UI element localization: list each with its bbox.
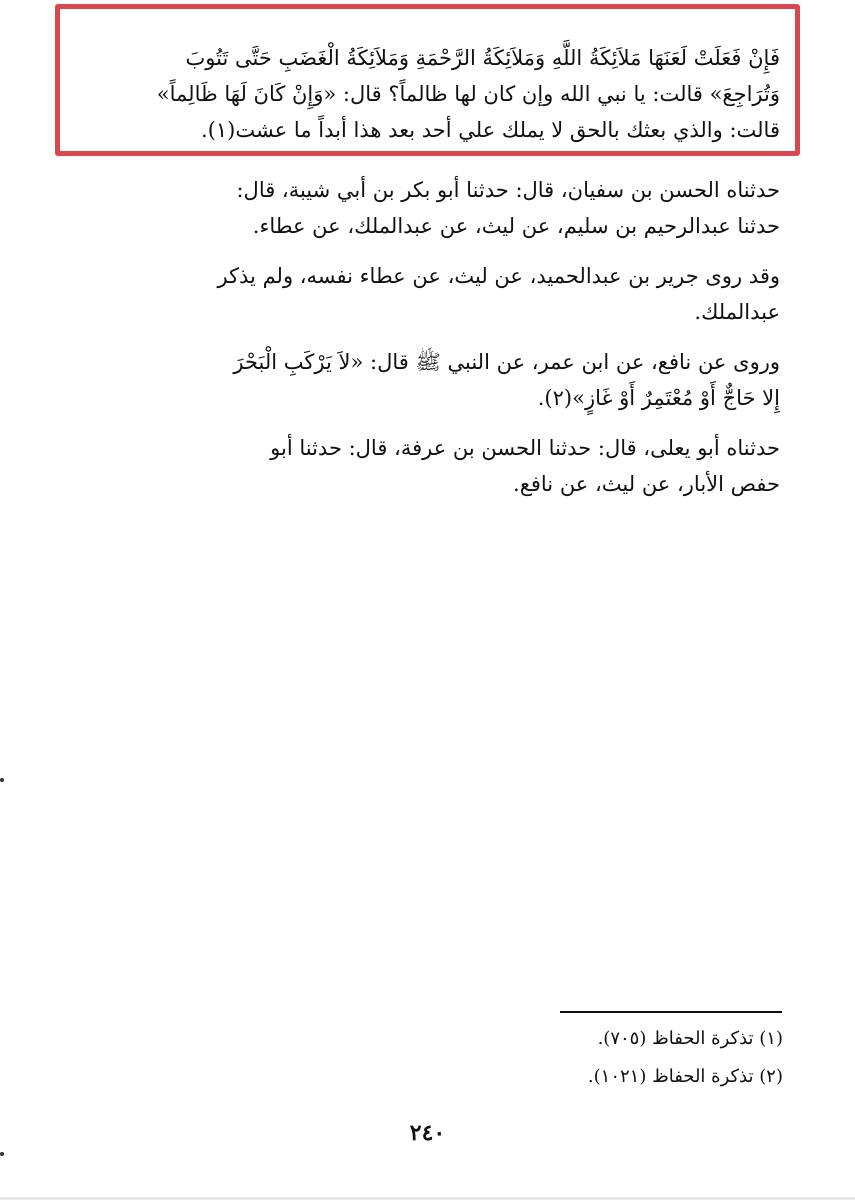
paragraph-line: وروى عن نافع، عن ابن عمر، عن النبي ﷺ قال: «لاَ يَرْكَبِ الْبَحْرَ xyxy=(233,350,780,374)
paragraph-hadith-chain-1 xyxy=(80,172,780,244)
paragraph-hadith-chain-3 xyxy=(80,430,780,502)
paragraph-line: عبدالملك. xyxy=(694,300,780,324)
highlighted-line-1: فَإِنْ فَعَلَتْ لَعَنَهَا مَلاَئِكَةُ اللَّهِ وَمَلاَئِكَةُ الرَّحْمَةِ وَمَلاَئِكَةُ الْغَضَبِ حَتَّى تَتُوبَ xyxy=(185,46,780,70)
paragraph-hadith-text xyxy=(80,344,780,416)
footnote-divider xyxy=(560,1011,782,1013)
paragraph-line: حدثنا عبدالرحيم بن سليم، عن ليث، عن عبدالملك، عن عطاء. xyxy=(252,214,780,238)
paragraph-line: حدثناه الحسن بن سفيان، قال: حدثنا أبو بكر بن أبي شيبة، قال: xyxy=(236,178,780,202)
paragraph-hadith-chain-2 xyxy=(80,258,780,330)
paragraph-line: حدثناه أبو يعلى، قال: حدثنا الحسن بن عرفة، قال: حدثنا أبو xyxy=(270,436,780,460)
footnote-2: (٢) تذكرة الحفاظ (١٠٢١). xyxy=(587,1066,783,1087)
paragraph-line: حفص الأبار، عن ليث، عن نافع. xyxy=(513,472,780,496)
highlighted-line-2: وَتُرَاجِعَ» قالت: يا نبي الله وإن كان لها ظالماً؟ قال: «وَإِنْ كَانَ لَهَا ظَالِماً» xyxy=(156,82,780,106)
highlighted-passage xyxy=(80,40,780,148)
scan-speck xyxy=(0,1152,4,1156)
page-number: ٢٤٠ xyxy=(409,1120,446,1146)
paragraph-line: إِلا حَاجٌّ أَوْ مُعْتَمِرٌ أَوْ غَازٍ»(٢). xyxy=(537,386,780,410)
highlighted-line-3: قالت: والذي بعثك بالحق لا يملك علي أحد بعد هذا أبداً ما عشت(١). xyxy=(201,118,780,142)
scan-speck xyxy=(0,778,4,782)
footnote-1: (١) تذكرة الحفاظ (٧٠٥). xyxy=(597,1028,783,1049)
paragraph-line: وقد روى جرير بن عبدالحميد، عن ليث، عن عطاء نفسه، ولم يذكر xyxy=(217,264,780,288)
